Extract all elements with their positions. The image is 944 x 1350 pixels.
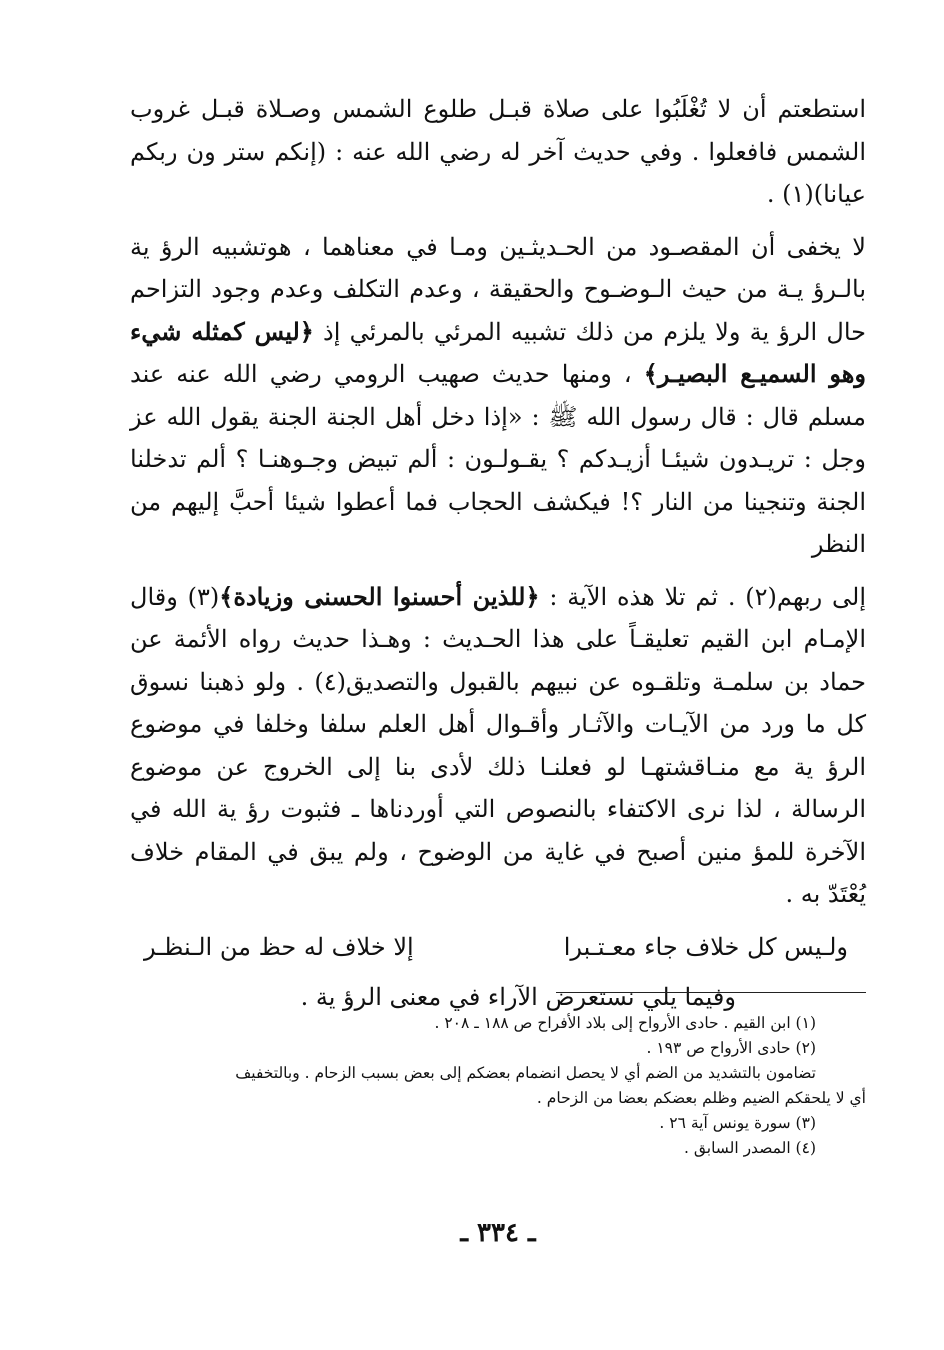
verse-second-hemistich: إلا خلاف له حظ من الـنظـر: [144, 932, 414, 961]
page-number: ـ ٣٣٤ ـ: [460, 1218, 536, 1248]
footnotes: [130, 1011, 866, 1161]
verse-first-hemistich: ولـيس كل خلاف جاء معـتـبرا: [563, 932, 848, 961]
paragraph-3-text-b: (٣) وقال الإمـام ابن القيم تعليقـاً على هذا الحـديث : وهـذا حديث رواه الأئمة عن حماد بن سلمـة وتلقـوه عن نبيهم بالقبول والتصديق(٤) . ولو ذهبنا نسوق كل ما ورد من الآيـات والآثـار وأقـوال أهل العلم سلفا وخلفا في موضوع الرؤ ية مع منـاقشتهـا لو فعلنـا ذلك لأدى بنا إلى الخروج عن موضوع الرسالة ، لذا نرى الاكتفاء بالنصوص التي أوردناها ـ فثبوت رؤ ية الله في الآخرة للمؤ منين أصبح في غاية من الوضوح ، ولم يبق في المقام خلاف يُعْتَدّ به .: [130, 582, 867, 908]
footnote-3: (٣) سورة يونس آية ٢٦ .: [659, 1114, 816, 1132]
paragraph-3-text-a: إلى ربهم(٢) . ثم تلا هذه الآية :: [539, 582, 867, 611]
footnote-4: (٤) المصدر السابق .: [683, 1139, 816, 1157]
paragraph-2: [130, 226, 866, 566]
footnote-2-note-line-2: أي لا يلحقكم الضيم وظلم بعضكم بعضا من الزحام .: [536, 1089, 866, 1107]
quran-verse-yunus: ﴿للذين أحسنوا الحسنى وزيادة﴾: [219, 581, 540, 611]
book-page: [130, 88, 866, 1288]
closing-line: وفيما يلي نستعرض الآراء في معنى الرؤ ية .: [300, 982, 736, 1011]
footnote-1: (١) ابن القيم . حادى الأرواح إلى بلاد الأفراح ص ١٨٨ ـ ٢٠٨ .: [434, 1014, 816, 1032]
paragraph-1-text: استطعتم أن لا تُغْلَبُوا على صلاة قبـل طلوع الشمس وصـلاة قبـل غروب الشمس فافعلوا . وفي حديث آخر له رضي الله عنه : (إنكم ستر ون ربكم عيانا)(١) .: [130, 95, 867, 208]
quran-verse-shura: ﴿ليس كمثله شيء وهو السميـع البصيـر﴾: [130, 316, 866, 388]
footnote-separator: [556, 992, 866, 993]
paragraph-2-text-b: ، ومنها حديث صهيب الرومي رضي الله عنه عند مسلم قال : قال رسول الله ﷺ : «إذا دخل أهل الجنة الجنة يقول الله عز وجل : تريـدون شيئـا أزيـدكم ؟ يقـولـون : ألم تبيض وجـوهنـا ؟ ألم تدخلنا الجنة وتنجينا من النار ؟! فيكشف الحجاب فما أعطوا شيئا أحبَّ إليهم من النظر: [130, 360, 866, 558]
paragraph-1: [130, 88, 866, 216]
paragraph-3: [130, 576, 866, 916]
footnote-2: (٢) حادى الأرواح ص ١٩٣ .: [646, 1039, 816, 1057]
poetry-verse: [130, 926, 866, 968]
footnote-2-note-line-1: تضامون بالتشديد من الضم أي لا يحصل انضمام بعضكم إلى بعض بسبب الزحام . وبالتخفيف: [235, 1064, 816, 1082]
paragraph-2-text-a: لا يخفى أن المقصـود من الحـديثـين ومـا في معناهما ، هوتشبيه الرؤ ية بالـرؤ يـة من حيث الـوضـوح والحقيقة ، وعدم التكلف وعدم وجود التزاحم حال الرؤ ية ولا يلزم من ذلك تشبيه المرئي بالمرئي إذ: [130, 232, 866, 346]
